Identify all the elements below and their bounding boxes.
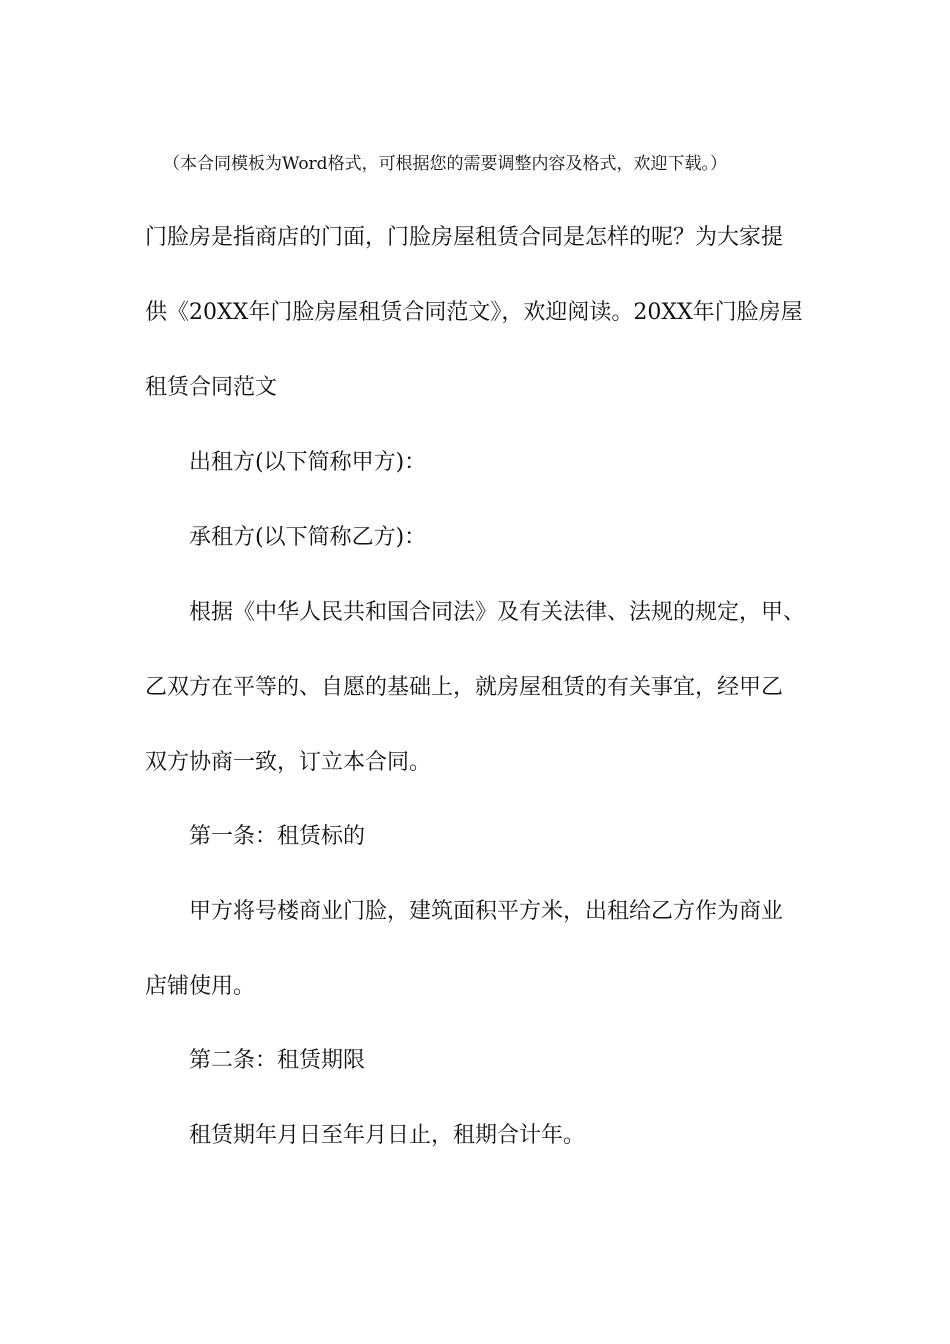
lessor-label: 出租方(以下简称甲方)： bbox=[189, 450, 427, 475]
article2-heading: 第二条：租赁期限 bbox=[189, 1048, 366, 1073]
preamble-line-3: 双方协商一致，订立本合同。 bbox=[145, 750, 432, 775]
intro-line-2: 供《20XX年门脸房屋租赁合同范文》，欢迎阅读。20XX年门脸房屋 bbox=[145, 300, 803, 325]
intro-line-1: 门脸房是指商店的门面，门脸房屋租赁合同是怎样的呢？为大家提 bbox=[145, 225, 784, 250]
template-note: （本合同模板为Word格式，可根据您的需要调整内容及格式，欢迎下载。） bbox=[163, 154, 728, 174]
preamble-line-2: 乙双方在平等的、自愿的基础上，就房屋租赁的有关事宜，经甲乙 bbox=[145, 675, 784, 700]
lessee-label: 承租方(以下简称乙方)： bbox=[189, 525, 427, 550]
article1-line-1: 甲方将号楼商业门脸，建筑面积平方米，出租给乙方作为商业 bbox=[189, 899, 784, 924]
preamble-line-1: 根据《中华人民共和国合同法》及有关法律、法规的规定，甲、 bbox=[189, 600, 806, 625]
article1-line-2: 店铺使用。 bbox=[145, 974, 256, 999]
article2-line-1: 租赁期年月日至年月日止，租期合计年。 bbox=[189, 1123, 586, 1148]
intro-line-3: 租赁合同范文 bbox=[145, 375, 278, 400]
article1-heading: 第一条：租赁标的 bbox=[189, 824, 366, 849]
